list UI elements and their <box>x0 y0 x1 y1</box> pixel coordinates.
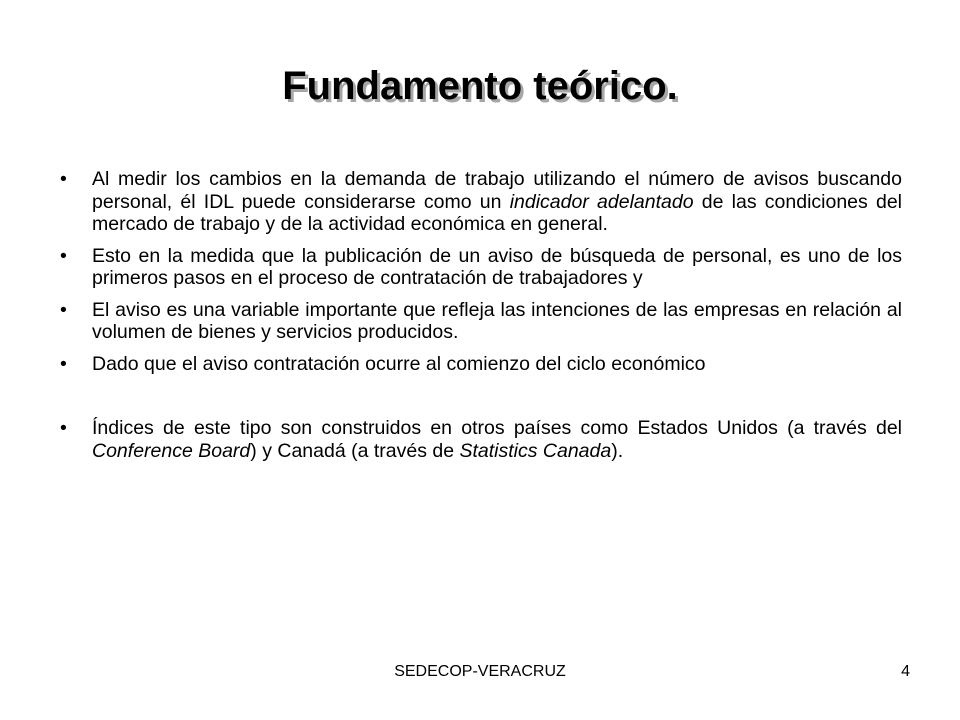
bullet-item <box>56 168 902 236</box>
bullet-text <box>92 353 706 375</box>
text-segment: Dado que el aviso contratación ocurre al comienzo del ciclo económico <box>92 352 706 375</box>
bullet-item <box>56 417 902 462</box>
italic-term: Conference Board <box>92 439 251 462</box>
page-number: 4 <box>901 663 910 680</box>
bullet-list <box>56 168 902 471</box>
text-segment: Índices de este tipo son construidos en otros países como Estados Unidos (a través del <box>92 417 902 439</box>
text-segment: El aviso es una variable importante que refleja las intenciones de las empresas en relación al volumen de bienes y servicios producidos. <box>92 298 902 343</box>
footer-text: SEDECOP-VERACRUZ <box>394 663 566 680</box>
text-segment: Esto en la medida que la publicación de un aviso de búsqueda de personal, es uno de los primeros pasos en el proceso de contratación de trabajadores y <box>92 244 902 289</box>
bullet-text <box>92 299 902 344</box>
bullet-dot-icon: • <box>60 417 67 439</box>
text-segment: Al medir los cambios en la demanda de trabajo utilizando el número de avisos buscando personal, él IDL puede considerarse como un <box>92 168 902 213</box>
slide-title: Fundamento teórico. <box>282 64 678 108</box>
bullet-item <box>56 299 902 344</box>
bullet-dot-icon: • <box>60 352 67 375</box>
bullet-item <box>56 353 902 376</box>
bullet-text <box>92 417 902 462</box>
italic-term: indicador adelantado <box>509 190 694 213</box>
bullet-dot-icon: • <box>60 168 67 190</box>
text-segment: de las condiciones del mercado de trabajo y de la actividad económica en general. <box>92 190 903 235</box>
bullet-dot-icon: • <box>60 244 67 267</box>
bullet-item <box>56 245 902 290</box>
bullet-dot-icon: • <box>60 298 67 321</box>
bullet-text <box>92 245 902 290</box>
bullet-text <box>92 168 902 235</box>
text-segment: ) y Canadá (a través de <box>250 439 460 462</box>
italic-term: Statistics Canada <box>459 439 612 462</box>
text-segment: ). <box>611 439 624 462</box>
